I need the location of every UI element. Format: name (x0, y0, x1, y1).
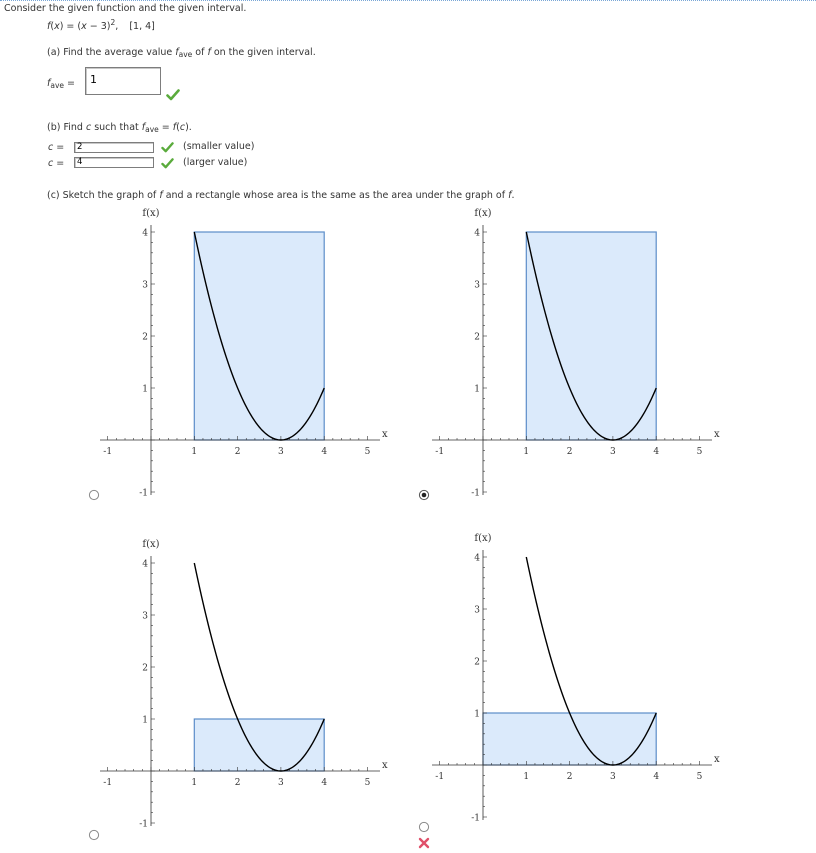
x-tick-label: -1 (435, 447, 445, 457)
c-smaller-note: (smaller value) (183, 141, 255, 152)
x-tick-label: 1 (191, 778, 198, 788)
x-tick-label: 4 (321, 447, 328, 457)
x-tick-label: 3 (610, 447, 616, 457)
y-axis-label: f(x) (142, 539, 160, 550)
graph-option-b (412, 205, 732, 510)
area-rectangle (194, 232, 324, 440)
graph-option-d (412, 530, 732, 835)
fave-answer-input[interactable]: 1 (85, 67, 161, 95)
part-c-prompt: (c) Sketch the graph of f and a rectangle whose area is the same as the area under the graph of f. (47, 190, 515, 201)
graph-option-c (80, 536, 400, 841)
y-tick-label: -1 (139, 488, 148, 499)
y-tick-label: 2 (142, 663, 148, 674)
x-tick-label: 5 (364, 778, 371, 788)
check-icon (166, 89, 180, 101)
x-axis-label: x (382, 429, 388, 440)
x-tick-label: 2 (234, 778, 241, 788)
y-axis-label: f(x) (474, 533, 492, 544)
y-tick-label: 4 (474, 553, 480, 564)
c-larger-note: (larger value) (183, 157, 248, 168)
function-definition: $f(x) = (x - 3)^2$, [1, 4] (47, 18, 155, 32)
x-tick-label: -1 (435, 772, 445, 782)
y-tick-label: 1 (474, 384, 480, 395)
y-tick-label: 3 (142, 280, 148, 291)
incorrect-x-icon (418, 837, 430, 849)
x-tick-label: 2 (234, 447, 241, 457)
radio-option-b[interactable] (418, 489, 430, 501)
x-tick-label: 4 (321, 778, 328, 788)
interval-text: [1, 4] (129, 21, 155, 32)
radio-option-d[interactable] (418, 821, 430, 833)
y-tick-label: -1 (139, 819, 148, 830)
x-tick-label: -1 (103, 778, 113, 788)
x-tick-label: 5 (696, 447, 703, 457)
y-tick-label: 3 (142, 611, 148, 622)
area-rectangle (526, 232, 656, 440)
c-smaller-input[interactable]: 2 (74, 142, 154, 153)
x-tick-label: 1 (191, 447, 198, 457)
y-tick-label: -1 (471, 488, 480, 499)
radio-option-a[interactable] (88, 489, 100, 501)
x-tick-label: 2 (566, 447, 573, 457)
y-tick-label: 3 (474, 605, 480, 616)
x-axis-label: x (714, 754, 720, 765)
x-tick-label: 2 (566, 772, 573, 782)
intro-text: Consider the given function and the given interval. (4, 3, 247, 14)
x-tick-label: -1 (103, 447, 113, 457)
part-a-prompt: (a) Find the average value $f_{ave}$ of f on the given interval. (47, 47, 316, 59)
x-tick-label: 5 (364, 447, 371, 457)
x-tick-label: 3 (278, 778, 284, 788)
fave-label: $f_{ave}$ = (47, 78, 75, 90)
y-tick-label: 1 (142, 384, 148, 395)
y-tick-label: 2 (474, 657, 480, 668)
check-icon (161, 142, 174, 153)
y-tick-label: -1 (471, 813, 480, 824)
x-axis-label: x (714, 429, 720, 440)
part-b-prompt: (b) Find c such that $f_{ave} = f(c)$. (47, 122, 192, 134)
radio-option-c[interactable] (88, 829, 100, 841)
y-tick-label: 3 (474, 280, 480, 291)
area-rectangle (194, 719, 324, 771)
x-tick-label: 4 (653, 447, 660, 457)
y-axis-label: f(x) (142, 208, 160, 219)
y-axis-label: f(x) (474, 208, 492, 219)
c-smaller-label: c = (48, 142, 65, 153)
x-tick-label: 5 (696, 772, 703, 782)
x-tick-label: 1 (523, 772, 530, 782)
top-divider (0, 0, 816, 1)
c-larger-input[interactable]: 4 (74, 157, 154, 168)
x-tick-label: 3 (610, 772, 616, 782)
check-icon (161, 158, 174, 169)
y-tick-label: 4 (474, 228, 480, 239)
x-tick-label: 4 (653, 772, 660, 782)
y-tick-label: 1 (474, 709, 480, 720)
c-larger-label: c = (48, 158, 65, 169)
y-tick-label: 2 (474, 332, 480, 343)
x-axis-label: x (382, 760, 388, 771)
x-tick-label: 3 (278, 447, 284, 457)
y-tick-label: 2 (142, 332, 148, 343)
x-tick-label: 1 (523, 447, 530, 457)
graph-option-a (80, 205, 400, 510)
y-tick-label: 4 (142, 228, 148, 239)
y-tick-label: 4 (142, 559, 148, 570)
y-tick-label: 1 (142, 715, 148, 726)
